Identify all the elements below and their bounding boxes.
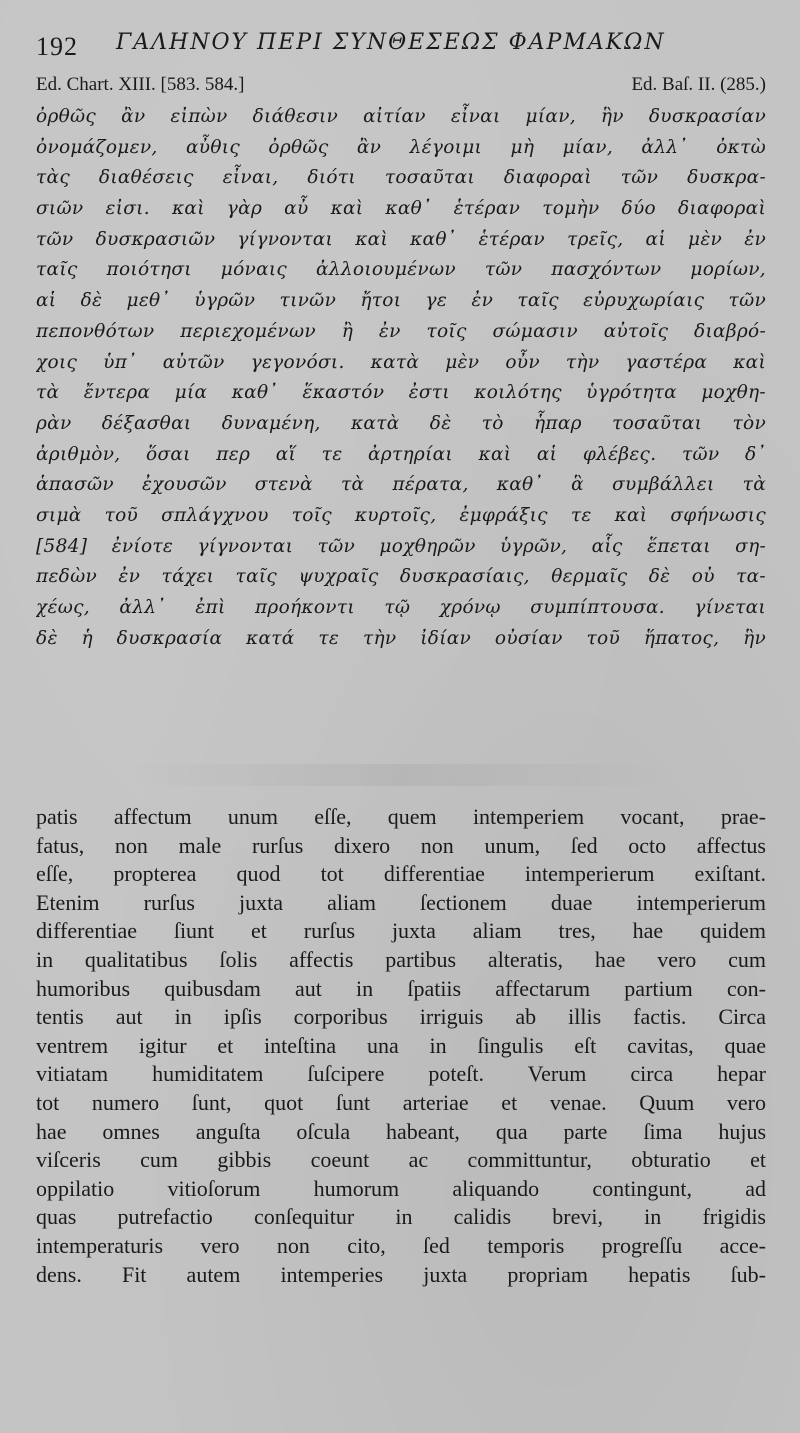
greek-line: [584] ἐνίοτε γίγνονται τῶν μοχθηρῶν ὑγρῶν, αἷς ἕπεται ση- [36,535,766,557]
latin-line: oppilatio vitioſorum humorum aliquando contingunt, ad [36,1175,766,1201]
greek-line: αἱ δὲ μεθ᾽ ὑγρῶν τινῶν ἤτοι γε ἐν ταῖς εὐρυχωρίαις τῶν [36,290,766,312]
greek-line: δὲ ἡ δυσκρασία κατά τε τὴν ἰδίαν οὐσίαν τοῦ ἥπατος, ἣν [36,627,766,649]
latin-line: tentis aut in ipſis corporibus irriguis ab illis factis. Circa [36,1004,766,1030]
latin-line: viſceris cum gibbis coeunt ac committuntur, obturatio et [36,1147,766,1173]
latin-text-block [36,803,766,1289]
greek-text-block [36,102,766,654]
latin-line: dens. Fit autem intemperies juxta propriam hepatis ſub- [36,1261,766,1287]
greek-line: ἁπασῶν ἐχουσῶν στενὰ τὰ πέρατα, καθ᾽ ἃ συμβάλλει τὰ [36,474,766,496]
latin-line: in qualitatibus ſolis affectis partibus alteratis, hae vero cum [36,946,766,972]
greek-line: χοις ὑπ᾽ αὐτῶν γεγονόσι. κατὰ μὲν οὖν τὴν γαστέρα καὶ [36,351,766,373]
page-number: 192 [36,32,78,61]
latin-line: eſſe, propterea quod tot differentiae intemperierum exiſtant. [36,861,766,887]
edition-reference-line [36,74,766,102]
latin-line: vitiatam humiditatem ſuſcipere poteſt. Verum circa hepar [36,1061,766,1087]
greek-line: ὀρθῶς ἂν εἰπὼν διάθεσιν αἰτίαν εἶναι μίαν, ἣν δυσκρασίαν [36,106,766,127]
running-title: ΓΑΛΗΝΟΥ ΠΕΡΙ ΣΥΝΘΕΣΕΩΣ ΦΑΡΜΑΚΩΝ [116,30,666,55]
latin-line: patis affectum unum eſſe, quem intemperiem vocant, prae- [36,804,766,829]
greek-line: τὰς διαθέσεις εἶναι, διότι τοσαῦται διαφοραὶ τῶν δυσκρα- [36,167,766,189]
greek-line: σιῶν εἰσι. καὶ γὰρ αὖ καὶ καθ᾽ ἑτέραν τομὴν δύο διαφοραὶ [36,198,766,220]
greek-line: τὰ ἔντερα μία καθ᾽ ἕκαστόν ἐστι κοιλότης ὑγρότητα μοχθη- [36,382,766,404]
latin-line: quas putrefactio conſequitur in calidis brevi, in frigidis [36,1204,766,1230]
edition-reference-basel: Ed. Baſ. II. (285.) [631,74,766,95]
latin-line: humoribus quibusdam aut in ſpatiis affectarum partium con- [36,975,766,1001]
greek-line: χέως, ἀλλ᾽ ἐπὶ προήκοντι τῷ χρόνῳ συμπίπτουσα. γίνεται [36,597,766,618]
latin-line: Etenim rurſus juxta aliam ſectionem duae intemperierum [36,889,766,915]
greek-line: πεπονθότων περιεχομένων ἢ ἐν τοῖς σώμασιν αὐτοῖς διαβρό- [36,320,766,342]
greek-line: ρὰν δέξασθαι δυναμένη, κατὰ δὲ τὸ ἧπαρ τοσαῦται τὸν [36,412,766,434]
latin-line: fatus, non male rurſus dixero non unum, ſed octo affectus [36,832,766,858]
greek-line: τῶν δυσκρασιῶν γίγνονται καὶ καθ᾽ ἑτέραν τρεῖς, αἱ μὲν ἐν [36,228,766,250]
greek-line: πεδὼν ἐν τάχει ταῖς ψυχραῖς δυσκρασίαις, θερμαῖς δὲ οὐ τα- [36,566,766,588]
greek-line: ὀνομάζομεν, αὖθις ὀρθῶς ἂν λέγοιμι μὴ μίαν, ἀλλ᾽ ὀκτὼ [36,136,766,158]
latin-line: hae omnes anguſta oſcula habeant, qua parte ſima hujus [36,1118,766,1144]
show-through-shadow [120,764,680,786]
latin-line: intemperaturis vero non cito, ſed temporis progreſſu acce- [36,1232,766,1258]
latin-line: tot numero ſunt, quot ſunt arteriae et venae. Quum vero [36,1089,766,1115]
greek-line: σιμὰ τοῦ σπλάγχνου τοῖς κυρτοῖς, ἐμφράξις τε καὶ σφήνωσις [36,504,766,526]
greek-line: ταῖς ποιότησι μόναις ἀλλοιουμένων τῶν πασχόντων μορίων, [36,259,766,281]
edition-reference-chartier: Ed. Chart. XIII. [583. 584.] [36,74,245,95]
latin-line: ventrem igitur et inteſtina una in ſingulis eſt cavitas, quae [36,1032,766,1058]
page-header [36,28,776,64]
greek-line: ἀριθμὸν, ὅσαι περ αἵ τε ἀρτηρίαι καὶ αἱ φλέβες. τῶν δ᾽ [36,443,766,465]
latin-line: differentiae ſiunt et rurſus juxta aliam tres, hae quidem [36,918,766,944]
